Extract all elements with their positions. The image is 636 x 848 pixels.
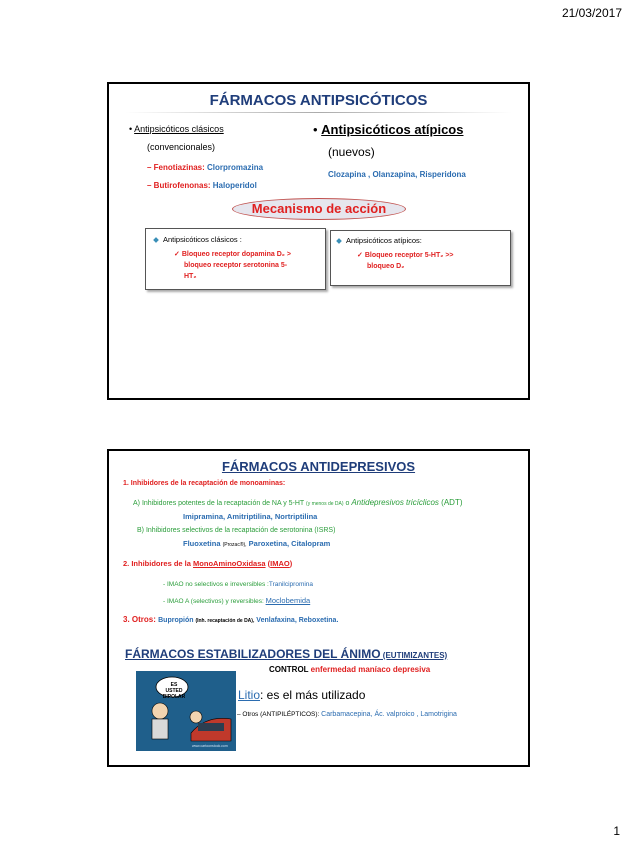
slide-antipsicoticos: [107, 82, 530, 400]
psychiatrist-cartoon: [136, 671, 236, 751]
adt-drugs: Imipramina, Amitriptilina, Nortriptilina: [183, 512, 318, 521]
atypical-mechanism-box: [330, 230, 511, 286]
atypical-subheading: (nuevos): [328, 145, 375, 159]
isrs-drugs: Fluoxetina (Prozac®), Paroxetina, Citalopram: [183, 539, 331, 548]
classic-mechanism-text: ✓ Bloqueo receptor dopamina D₂ > bloqueo receptor serotonina 5- HT₂: [174, 251, 291, 280]
slide-title: FÁRMACOS ANTIDEPRESIVOS: [221, 459, 416, 474]
atypical-drugs: Clozapina , Olanzapina, Risperidona: [328, 170, 466, 179]
imao-a-selective: - IMAO A (selectivos) y reversibles: Moclobemida: [163, 596, 311, 605]
mechanism-label: Mecanismo de acción: [232, 198, 406, 220]
cartoon-bubble-text: ES USTED BIPOLAR: [162, 682, 186, 700]
control-line: CONTROL enfermedad maníaco depresiva: [269, 665, 431, 674]
atypical-mechanism-text: ✓ Bloqueo receptor 5-HT₂ >> bloqueo D₂: [357, 252, 454, 270]
classic-mechanism-box: [145, 228, 326, 290]
title-divider: [125, 112, 512, 113]
section-imao: 2. Inhibidores de la MonoAminoOxidasa (IMAO): [123, 559, 293, 568]
section-monoamine-reuptake: 1. Inhibidores de la recaptación de monoaminas:: [123, 480, 286, 487]
slide-title: FÁRMACOS ANTIPSICÓTICOS: [209, 92, 428, 109]
section-otros: 3. Otros: Bupropión (Inh. recaptación de DA), Venlafaxina, Reboxetina.: [123, 615, 339, 624]
diamond-bullet-icon: [153, 237, 159, 243]
classic-subheading: (convencionales): [147, 142, 216, 152]
imao-non-selective: - IMAO no selectivos e irreversibles :Tranilcipromina: [163, 581, 314, 588]
classic-item-butirofenonas: – Butirofenonas: Haloperidol: [147, 181, 257, 190]
other-stabilizers: – Otros (ANTIPILÉPTICOS): Carbamacepina, Ác. valproico , Lamotrigina: [237, 711, 457, 718]
atypical-mechanism-heading: Antipsicóticos atípicos:: [337, 236, 422, 245]
classic-heading: • Antipsicóticos clásicos: [129, 124, 224, 134]
mood-stabilizers-title: FÁRMACOS ESTABILIZADORES DEL ÁNIMO (EUTIMIZANTES): [125, 647, 448, 661]
lithium-line: Litio: es el más utilizado: [238, 688, 366, 702]
diamond-bullet-icon: [336, 238, 342, 244]
atypical-heading: • Antipsicóticos atípicos: [313, 122, 464, 137]
cartoon-caption: www.cartoonstock.com: [192, 744, 228, 748]
subsection-adt: A) Inhibidores potentes de la recaptación de NA y 5-HT (y menos de DA) o Antidepresivos tricíclicos (ADT): [133, 498, 463, 507]
subsection-isrs: B) Inhibidores selectivos de la recaptación de serotonina (ISRS): [137, 527, 336, 534]
page-number: 1: [613, 824, 620, 838]
slide-antidepresivos: [107, 449, 530, 767]
date: 21/03/2017: [561, 6, 622, 20]
classic-mechanism-heading: Antipsicóticos clásicos :: [154, 235, 242, 244]
classic-item-fenotiazinas: – Fenotiazinas: Clorpromazina: [147, 163, 264, 172]
cartoon-illustration: [136, 671, 236, 751]
